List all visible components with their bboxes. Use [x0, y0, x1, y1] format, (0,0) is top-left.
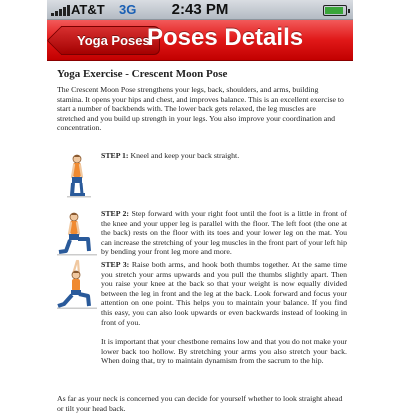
next-paragraph-partial: As far as your neck is concerned you can decide for yourself whether to look straight ahead or tilt your head back. [57, 394, 343, 413]
status-time: 2:43 PM [171, 1, 229, 18]
lunge-pose-icon [57, 209, 97, 259]
battery-icon [323, 5, 347, 16]
step-3 [57, 260, 347, 390]
step-1-text [101, 151, 347, 161]
back-button-label: Yoga Poses [77, 33, 150, 48]
step-2-label: STEP 2: [101, 209, 130, 218]
step-3-description: Raise both arms, and hook both thumbs together. At the same time you stretch your arms upwards and you pull the thumbs slightly apart. Then you raise your knee at the back so that your weight is now equally divided between the leg in front and the leg at the back. Look forward and focus your attention on one point. This helps you to maintain your balance. If you find this easy, you can also look upwards or even backwards instead of looking in front of you. [101, 260, 347, 327]
kneeling-pose-icon [57, 151, 97, 201]
back-button[interactable] [61, 26, 160, 55]
step-3-label: STEP 3: [101, 260, 130, 269]
carrier-name: AT&T [71, 2, 105, 17]
network-type: 3G [119, 2, 137, 17]
step-2-text [101, 209, 347, 257]
content-area[interactable] [0, 61, 400, 413]
step-1-description: Kneel and keep your back straight. [130, 151, 240, 160]
page-title: Poses Details [147, 24, 304, 51]
crescent-moon-pose-icon [57, 260, 97, 310]
step-1 [57, 151, 347, 201]
intro-paragraph: The Crescent Moon Pose strengthens your legs, back, shoulders, and arms, building stamina. It opens your hips and chest, and improves balance. This is an excellent exercise to start a number of backbends with. The lower back gets relaxed, the leg muscles are stretched and you build up strength in your legs. You also improve your coordination and concentration. [57, 85, 344, 133]
step-1-label: STEP 1: [101, 151, 129, 160]
step-2-description: Step forward with your right foot until the foot is a little in front of the knee and your upper leg is parallel with the floor. The left foot (the one at the back) rests on the floor with its toes and your lower leg on the mat. You can increase the stretching of your leg muscles in the front part of your left hip by bending your front leg more and more. [101, 209, 347, 257]
navigation-bar [47, 20, 353, 61]
status-bar [47, 0, 353, 20]
important-note-paragraph: It is important that your chestbone remains low and that you do not make your lower back too hollow. By stretching your arms you also stretch your back. When doing that, try to maintain dynamism from the sacrum to the hip. [101, 337, 347, 366]
step-3-text [101, 260, 347, 327]
back-arrow-icon [47, 26, 77, 56]
exercise-heading: Yoga Exercise - Crescent Moon Pose [57, 68, 228, 80]
